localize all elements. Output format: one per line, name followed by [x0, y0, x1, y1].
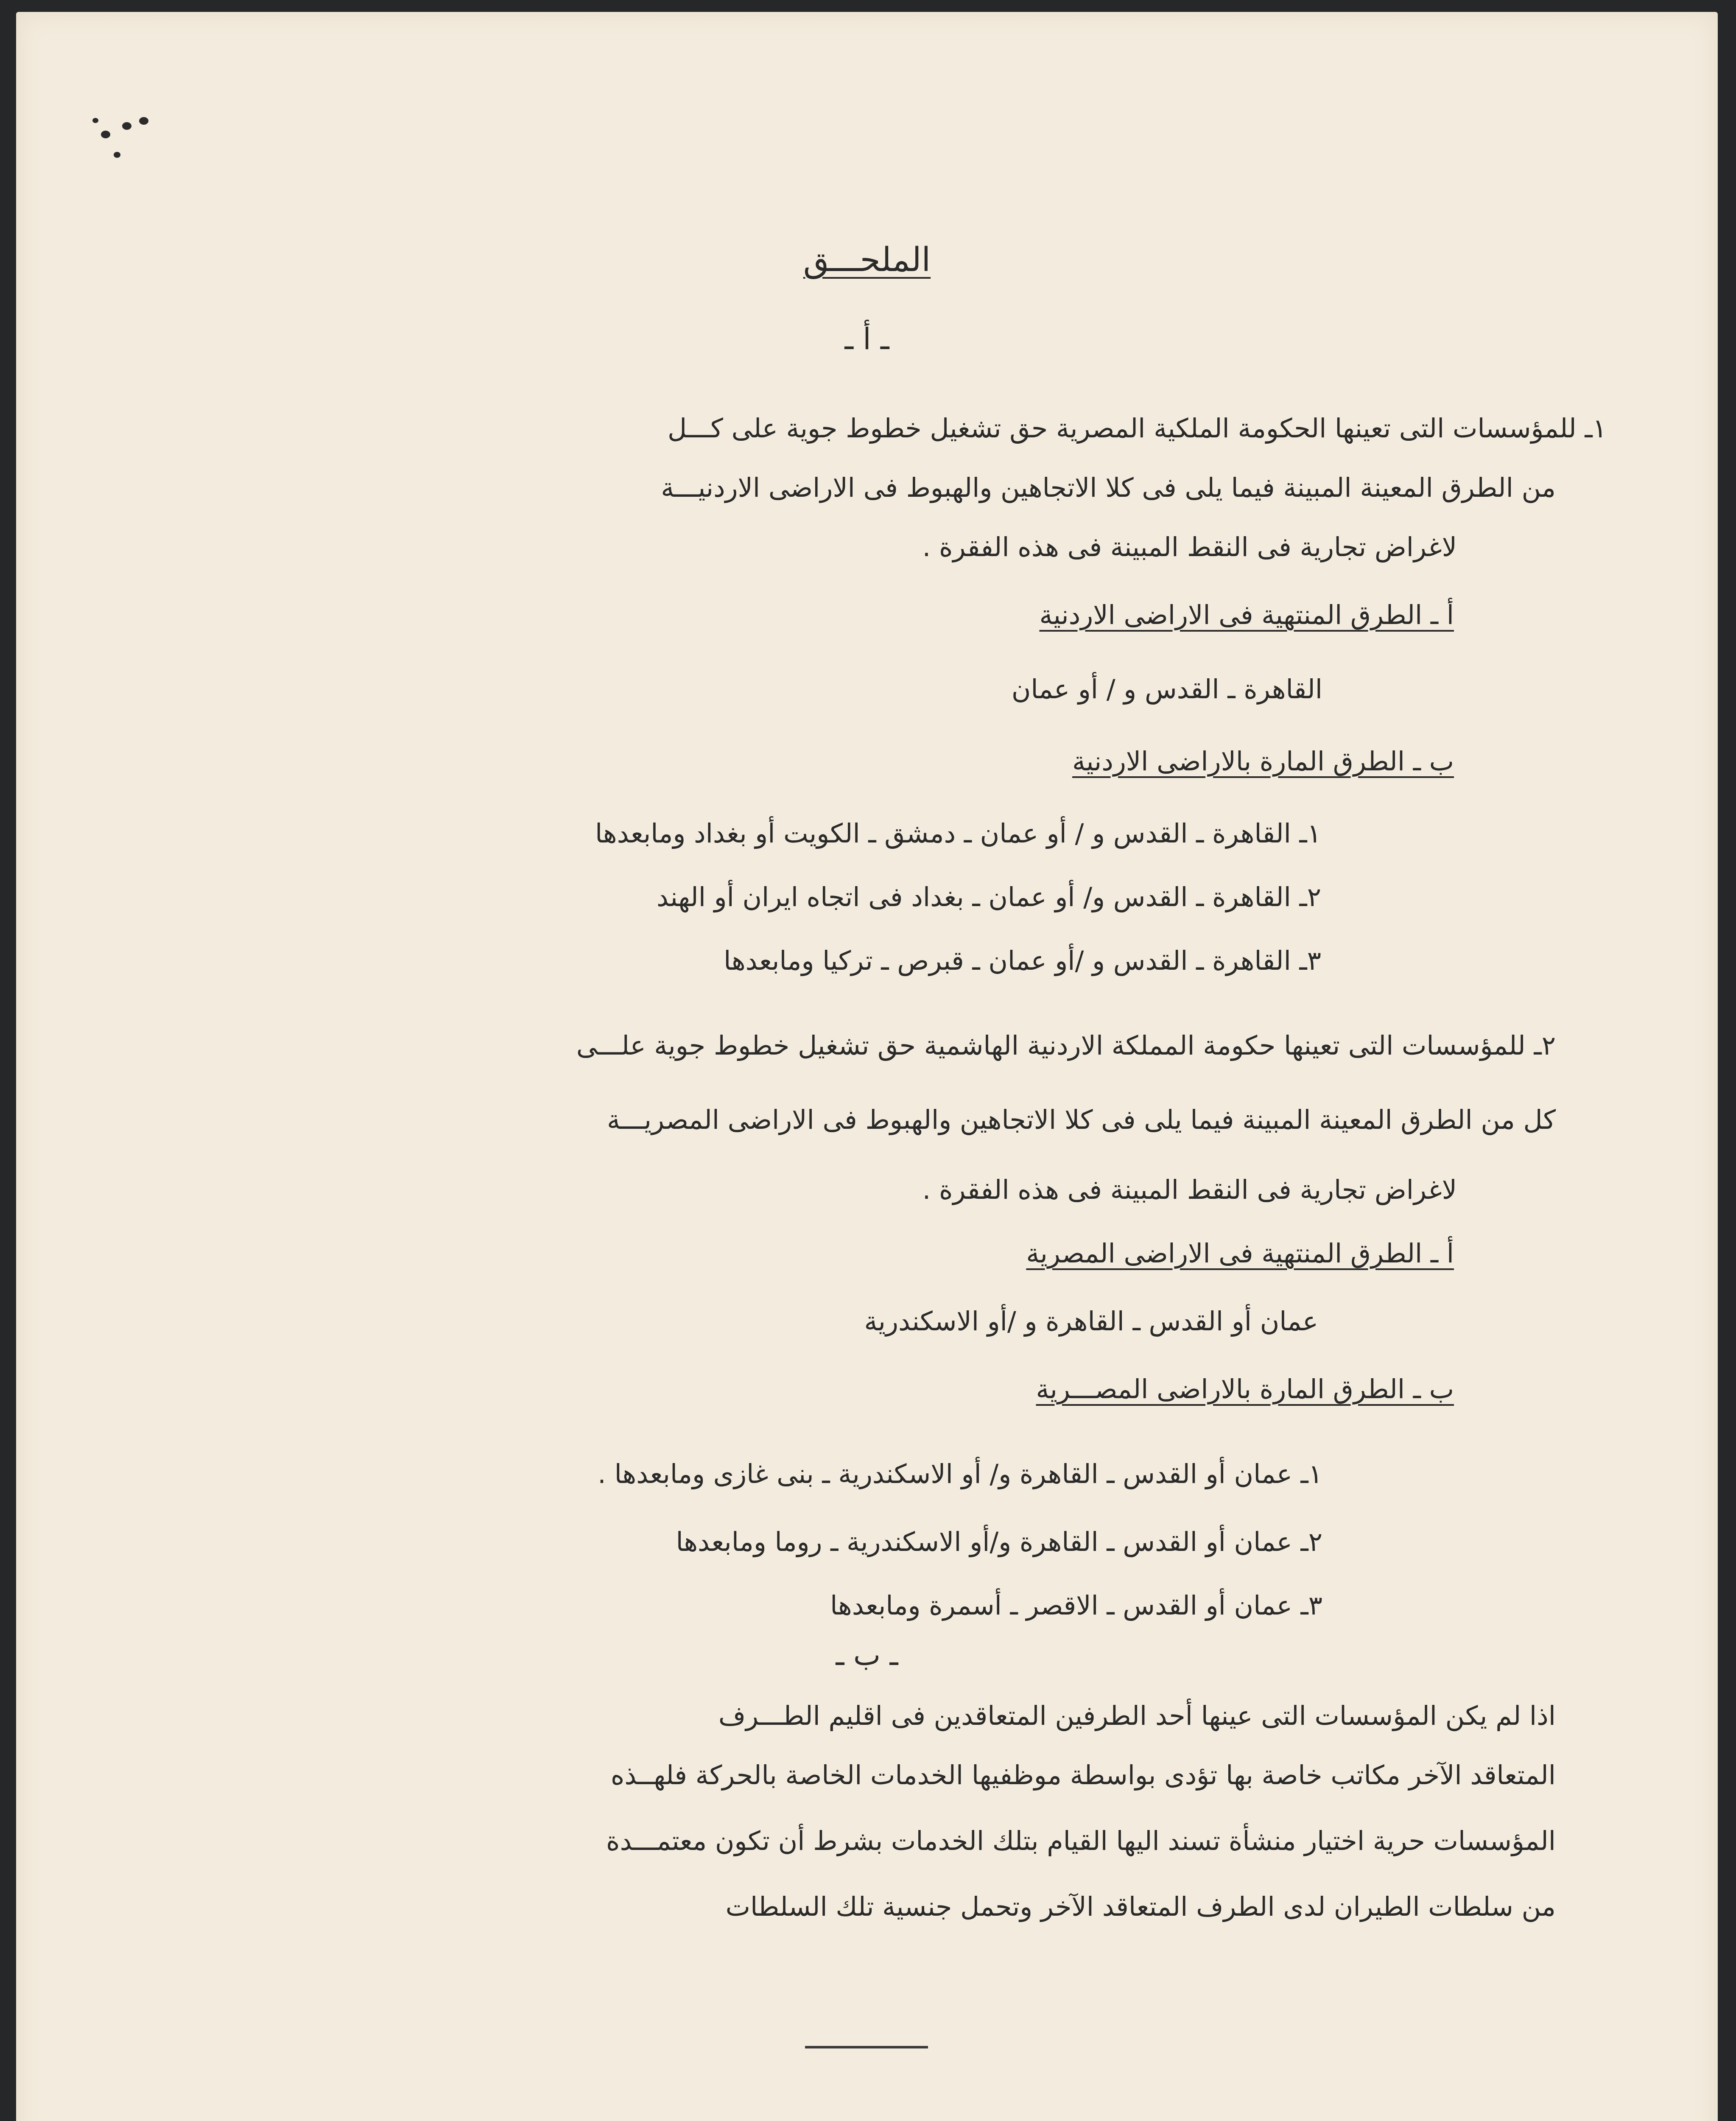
section-b-label: ـ ب ـ	[836, 1639, 898, 1672]
ink-specks	[101, 97, 228, 182]
para1-sub-b-heading: ب ـ الطرق المارة بالاراضى الاردنية	[1072, 746, 1454, 777]
para2-line-3: لاغراض تجارية فى النقط المبينة فى هذه الفقرة .	[922, 1174, 1457, 1205]
para3-line-4: من سلطات الطيران لدى الطرف المتعاقد الآخر وتحمل جنسية تلك السلطات	[725, 1891, 1556, 1922]
para1-sub-a-item-1: القاهرة ـ القدس و / أو عمان	[1011, 674, 1322, 705]
closing-rule	[805, 2046, 928, 2048]
para2-sub-a-item-1: عمان أو القدس ـ القاهرة و /أو الاسكندرية	[864, 1306, 1318, 1337]
para2-sub-a-heading: أ ـ الطرق المنتهية فى الاراضى المصرية	[1026, 1238, 1454, 1269]
section-a-label: ـ أ ـ	[844, 322, 889, 356]
para1-sub-a-heading: أ ـ الطرق المنتهية فى الاراضى الاردنية	[1039, 599, 1454, 630]
para3-line-3: المؤسسات حرية اختيار منشأة تسند اليها القيام بتلك الخدمات بشرط أن تكون معتمـــدة	[606, 1825, 1556, 1856]
para1-line-3: لاغراض تجارية فى النقط المبينة فى هذه الفقرة .	[922, 532, 1457, 562]
ink-speck	[92, 118, 98, 123]
para2-line-2: كل من الطرق المعينة المبينة فيما يلى فى كلا الاتجاهين والهبوط فى الاراضى المصريـــة	[607, 1104, 1556, 1135]
para1-sub-b-item-1: ١ـ القاهرة ـ القدس و / أو عمان ـ دمشق ـ الكويت أو بغداد ومابعدها	[595, 818, 1321, 849]
para1-line-1: ١ـ للمؤسسات التى تعينها الحكومة الملكية المصرية حق تشغيل خطوط جوية على كـــل	[667, 413, 1607, 444]
ink-speck	[114, 152, 120, 158]
para1-sub-b-item-2: ٢ـ القاهرة ـ القدس و/ أو عمان ـ بغداد فى اتجاه ايران أو الهند	[656, 881, 1321, 912]
para2-sub-b-item-1: ١ـ عمان أو القدس ـ القاهرة و/ أو الاسكندرية ـ بنى غازى ومابعدها .	[598, 1458, 1322, 1489]
para3-line-1: اذا لم يكن المؤسسات التى عينها أحد الطرفين المتعاقدين فى اقليم الطـــرف	[718, 1700, 1556, 1731]
ink-speck	[101, 131, 110, 138]
ink-speck	[139, 117, 148, 125]
para2-sub-b-heading: ب ـ الطرق المارة بالاراضى المصـــرية	[1036, 1374, 1454, 1405]
para1-line-2: من الطرق المعينة المبينة فيما يلى فى كلا الاتجاهين والهبوط فى الاراضى الاردنيـــة	[661, 472, 1556, 503]
para3-line-2: المتعاقد الآخر مكاتب خاصة بها تؤدى بواسطة موظفيها الخدمات الخاصة بالحركة فلهــذه	[610, 1760, 1556, 1791]
para1-sub-b-item-3: ٣ـ القاهرة ـ القدس و /أو عمان ـ قبرص ـ تركيا ومابعدها	[724, 945, 1321, 976]
para2-sub-b-item-2: ٢ـ عمان أو القدس ـ القاهرة و/أو الاسكندرية ـ روما ومابعدها	[676, 1526, 1322, 1557]
para2-line-1: ٢ـ للمؤسسات التى تعينها حكومة المملكة الاردنية الهاشمية حق تشغيل خطوط جوية علـــى	[576, 1030, 1556, 1061]
ink-speck	[122, 122, 131, 130]
para2-sub-b-item-3: ٣ـ عمان أو القدس ـ الاقصر ـ أسمرة ومابعدها	[830, 1590, 1322, 1621]
document-page	[16, 12, 1718, 2121]
page-title: الملحـــق	[803, 241, 931, 279]
